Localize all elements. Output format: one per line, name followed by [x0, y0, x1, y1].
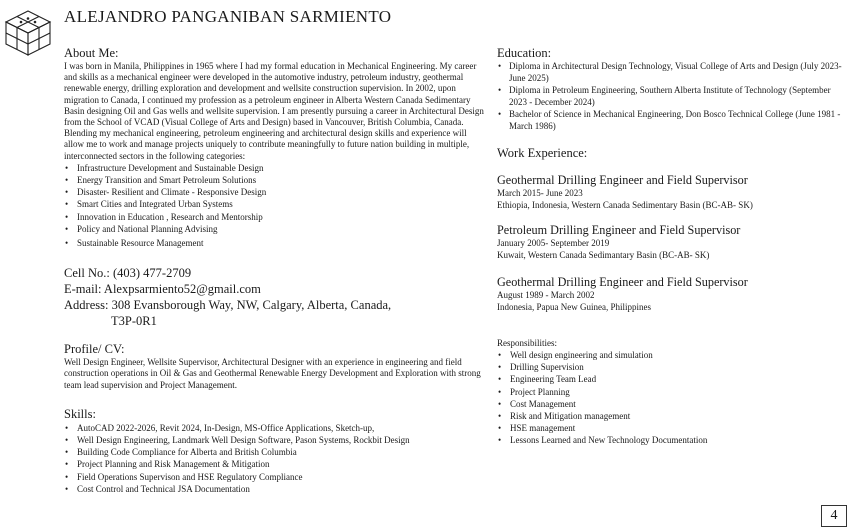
education-list — [497, 61, 842, 132]
profile-heading: Profile/ CV: — [64, 342, 125, 357]
responsibility-item: • Project Planning — [497, 386, 842, 398]
job-title: Petroleum Drilling Engineer and Field Supervisor — [497, 223, 741, 237]
category-item: • Sustainable Resource Management — [64, 237, 484, 249]
responsibility-item: • Lessons Learned and New Technology Documentation — [497, 434, 842, 446]
job-entry — [497, 223, 842, 261]
profile-text: Well Design Engineer, Wellsite Supervisor, Architectural Designer with an experience in engineering and field construction operations in Oil & Gas and Geothermal Renewable Energy Development and Exploration with strong team lead supervision and Project Management. — [64, 357, 481, 390]
address-line-1: Address: 308 Evansborough Way, NW, Calgary, Alberta, Canada, — [64, 298, 392, 313]
education-item: • Diploma in Architectural Design Technology, Visual College of Arts and Design (July 2023- June 2025) — [497, 61, 842, 84]
category-item: • Smart Cities and Integrated Urban Systems — [64, 198, 484, 210]
email-address: E-mail: Alexpsarmiento52@gmail.com — [64, 282, 261, 297]
job-dates: August 1989 - March 2002 — [497, 290, 595, 300]
skill-item: • Field Operations Supervison and HSE Regulatory Compliance — [64, 471, 484, 483]
job-entry — [497, 275, 842, 313]
skill-item: • Well Design Engineering, Landmark Well Design Software, Pason Systems, Rockbit Design — [64, 434, 484, 446]
work-heading: Work Experience: — [497, 146, 588, 160]
category-item: • Innovation in Education , Research and Mentorship — [64, 211, 484, 223]
responsibility-item: • Engineering Team Lead — [497, 373, 842, 385]
skills-list — [64, 422, 484, 495]
job-location: Indonesia, Papua New Guinea, Philippines — [497, 301, 651, 312]
education-item: • Bachelor of Science in Mechanical Engineering, Don Bosco Technical College (June 1981 - March 1986) — [497, 109, 842, 132]
responsibility-item: • Cost Management — [497, 398, 842, 410]
job-title: Geothermal Drilling Engineer and Field Supervisor — [497, 173, 748, 187]
contact-block — [64, 265, 484, 329]
category-list — [64, 162, 484, 249]
job-location: Ethiopia, Indonesia, Western Canada Sedimentary Basin (BC-AB- SK) — [497, 199, 753, 210]
skill-item: • Building Code Compliance for Alberta and British Columbia — [64, 446, 484, 458]
category-item: • Policy and National Planning Advising — [64, 223, 484, 235]
responsibility-item: • Risk and Mitigation management — [497, 410, 842, 422]
category-item: • Energy Transition and Smart Petroleum Solutions — [64, 174, 484, 186]
about-text: I was born in Manila, Philippines in 1965 where I had my formal education in Mechanical Engineering. My career and skills as a mechanical engineer were developed in the automotive industry, petroleum industry, geothermal renewable energy, drilling exploration and development and wellsite construction supervision. In 2002, upon migration to Canada, I continued my profession as a petroleum engineer in Alberta Western Canada Sedimentary Basin designing Oil and Gas wells and wellsite supervision. I am presently pursuing a career in Architectural Design from the School of VCAD (Visual College of Arts and Design) based in Vancouver, British Columbia, Canada. Blending my mechanical engineering, petroleum engineering and architectural design skills and experience will allow me to work and manage projects uniquely to contribute meaningfully to future nation building in multiple, interconnected sectors in the following categories: — [64, 61, 484, 161]
education-heading: Education: — [497, 46, 552, 60]
responsibility-item: • HSE management — [497, 422, 842, 434]
job-title: Geothermal Drilling Engineer and Field Supervisor — [497, 275, 748, 289]
responsibilities-list — [497, 349, 842, 447]
category-item: • Infrastructure Development and Sustainable Design — [64, 162, 484, 174]
logo-icon — [3, 9, 53, 57]
left-column — [64, 46, 484, 495]
responsibility-item: • Drilling Supervision — [497, 361, 842, 373]
resume-name: ALEJANDRO PANGANIBAN SARMIENTO — [64, 7, 392, 26]
job-location: Kuwait, Western Canada Sedimantary Basin (BC-AB- SK) — [497, 249, 710, 260]
job-dates: March 2015- June 2023 — [497, 188, 583, 198]
address-line-2: T3P-0R1 — [111, 314, 157, 329]
skills-heading: Skills: — [64, 406, 96, 421]
page-number: 4 — [821, 505, 847, 527]
about-heading: About Me: — [64, 46, 119, 60]
skill-item: • AutoCAD 2022-2026, Revit 2024, In-Design, MS-Office Applications, Sketch-up, — [64, 422, 484, 434]
responsibilities-heading: Responsibilities: — [497, 338, 558, 348]
job-entry — [497, 173, 842, 211]
right-column — [497, 46, 842, 447]
skill-item: • Cost Control and Technical JSA Documentation — [64, 483, 484, 495]
category-item: • Disaster- Resilient and Climate - Responsive Design — [64, 186, 484, 198]
cell-number: Cell No.: (403) 477-2709 — [64, 266, 192, 281]
job-dates: January 2005- September 2019 — [497, 238, 610, 248]
education-item: • Diploma in Petroleum Engineering, Southern Alberta Institute of Technology (September 2023 - December 2024) — [497, 85, 842, 108]
responsibility-item: • Well design engineering and simulation — [497, 349, 842, 361]
skill-item: • Project Planning and Risk Management & Mitigation — [64, 458, 484, 470]
